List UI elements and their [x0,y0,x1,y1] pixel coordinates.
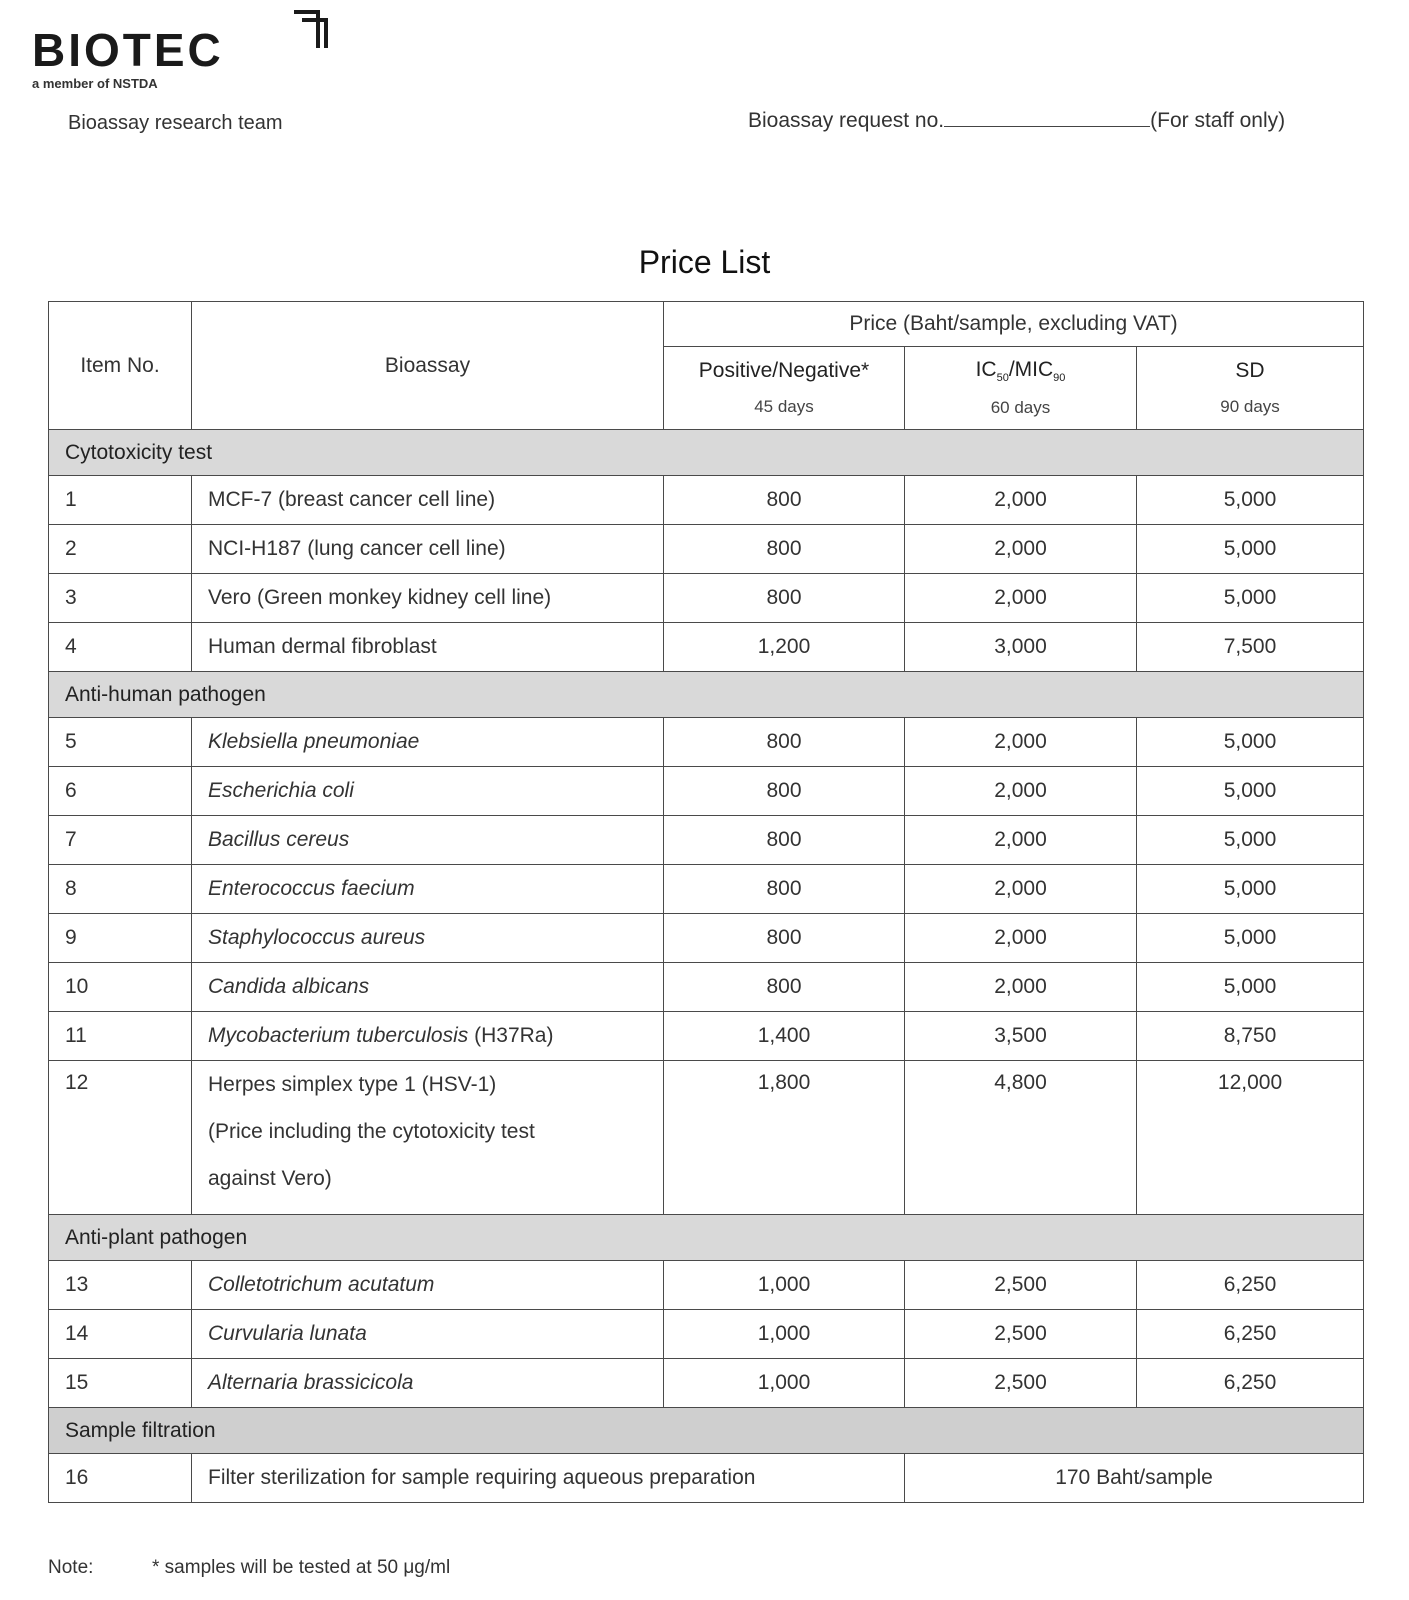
table-row [49,718,1364,767]
price-posneg: 1,000 [664,1359,905,1408]
price-sd: 5,000 [1137,914,1364,963]
item-number: 8 [49,865,192,914]
request-number-blank [944,108,1150,127]
header-row [49,302,1364,347]
price-ic50: 2,000 [905,816,1137,865]
bioassay-name [192,1454,905,1503]
price-ic50: 2,000 [905,525,1137,574]
price-sd: 8,750 [1137,1012,1364,1061]
price-posneg: 800 [664,963,905,1012]
bioassay-name [192,1261,664,1310]
price-posneg: 800 [664,574,905,623]
bioassay-name-text: Klebsiella pneumoniae [208,730,420,753]
price-ic50: 2,000 [905,963,1137,1012]
bioassay-name [192,865,664,914]
item-number: 10 [49,963,192,1012]
item-number: 2 [49,525,192,574]
price-sd: 7,500 [1137,623,1364,672]
posneg-days: 45 days [754,397,814,416]
bioassay-name [192,718,664,767]
price-sd: 5,000 [1137,865,1364,914]
price-sd: 5,000 [1137,963,1364,1012]
col-header-bioassay: Bioassay [192,302,664,430]
request-suffix: (For staff only) [1150,109,1286,132]
col-header-ic [905,347,1137,430]
price-sd: 6,250 [1137,1310,1364,1359]
section-title: Sample filtration [49,1408,1364,1454]
price-posneg: 1,000 [664,1310,905,1359]
ic-label [905,358,1136,384]
table-row [49,767,1364,816]
price-posneg: 800 [664,865,905,914]
price-ic50: 2,000 [905,476,1137,525]
bioassay-name [192,767,664,816]
logo-wordmark: BIOTEC [32,24,224,76]
item-number: 11 [49,1012,192,1061]
price-ic50: 4,800 [905,1061,1137,1215]
bioassay-name [192,623,664,672]
bioassay-name [192,963,664,1012]
price-sd: 5,000 [1137,525,1364,574]
bioassay-name-text: Colletotrichum acutatum [208,1273,435,1296]
bioassay-name-line: (Price including the cytotoxicity test [208,1120,535,1143]
ic-label-mid: /MIC [1008,357,1054,381]
bioassay-name [192,1310,664,1359]
table-row [49,1061,1364,1215]
request-number-line [748,108,1285,133]
bioassay-name-text: Enterococcus faecium [208,877,415,900]
price-sd: 5,000 [1137,718,1364,767]
bioassay-name-text: Candida albicans [208,975,370,998]
table-row [49,865,1364,914]
price-ic50: 3,000 [905,623,1137,672]
section-header-row [49,1215,1364,1261]
page-title: Price List [638,244,771,280]
price-ic50: 2,500 [905,1359,1137,1408]
note-label: Note: [48,1557,94,1578]
item-number: 7 [49,816,192,865]
section-header-row [49,1408,1364,1454]
price-sd: 12,000 [1137,1061,1364,1215]
price-sd: 5,000 [1137,767,1364,816]
price-posneg: 800 [664,816,905,865]
team-label: Bioassay research team [68,112,283,134]
price-ic50: 2,000 [905,914,1137,963]
price-posneg: 1,800 [664,1061,905,1215]
table-row [49,623,1364,672]
bioassay-name [192,476,664,525]
price-ic50: 2,000 [905,574,1137,623]
price-sd: 5,000 [1137,476,1364,525]
table-row [49,816,1364,865]
price-posneg: 800 [664,767,905,816]
footnote [48,1557,450,1579]
bioassay-name-italic: Mycobacterium tuberculosis [208,1024,469,1047]
price-flat: 170 Baht/sample [905,1454,1364,1503]
bioassay-name-text: MCF-7 (breast cancer cell line) [208,488,496,511]
bioassay-name-text: Vero (Green monkey kidney cell line) [208,586,552,609]
bioassay-name-text: Escherichia coli [208,779,354,802]
price-ic50: 2,500 [905,1310,1137,1359]
biotec-logo-mark [32,8,332,98]
price-posneg: 1,400 [664,1012,905,1061]
bioassay-name-text: Staphylococcus aureus [208,926,426,949]
price-ic50: 3,500 [905,1012,1137,1061]
bioassay-name [192,1359,664,1408]
price-posneg: 800 [664,718,905,767]
table-row [49,476,1364,525]
section-title: Cytotoxicity test [49,430,1364,476]
col-header-posneg [664,347,905,430]
bioassay-name-text: NCI-H187 (lung cancer cell line) [208,537,506,560]
bioassay-name [192,1012,664,1061]
item-number: 12 [49,1061,192,1215]
ic-label-sub1: 50 [996,372,1009,385]
item-number: 9 [49,914,192,963]
bioassay-name [192,1061,664,1215]
col-header-item: Item No. [49,302,192,430]
price-sd: 6,250 [1137,1359,1364,1408]
bioassay-name-text: Alternaria brassicicola [208,1371,414,1394]
table-row [49,1261,1364,1310]
price-sd: 6,250 [1137,1261,1364,1310]
price-posneg: 800 [664,525,905,574]
item-number: 4 [49,623,192,672]
price-sd: 5,000 [1137,574,1364,623]
ic-label-sub2: 90 [1053,372,1066,385]
item-number: 15 [49,1359,192,1408]
bioassay-name-text: Curvularia lunata [208,1322,367,1345]
sd-label: SD [1235,359,1265,382]
bioassay-name [192,914,664,963]
price-ic50: 2,500 [905,1261,1137,1310]
posneg-label: Positive/Negative* [698,359,870,382]
bioassay-name-text: Filter sterilization for sample requiring aqueous preparation [208,1466,756,1489]
price-ic50: 2,000 [905,865,1137,914]
price-ic50: 2,000 [905,718,1137,767]
section-header-row [49,430,1364,476]
item-number: 14 [49,1310,192,1359]
section-title: Anti-human pathogen [49,672,1364,718]
table-row [49,1012,1364,1061]
bioassay-name-line: against Vero) [208,1167,332,1190]
ic-label-main: IC [975,357,997,381]
table-row [49,1310,1364,1359]
bioassay-name-line: Herpes simplex type 1 (HSV-1) [208,1073,497,1096]
table-row [49,1454,1364,1503]
sd-days: 90 days [1220,397,1280,416]
item-number: 3 [49,574,192,623]
note-text: * samples will be tested at 50 μg/ml [152,1557,451,1578]
item-number: 16 [49,1454,192,1503]
biotec-logo [32,8,332,98]
ic-days: 60 days [990,398,1051,418]
section-header-row [49,672,1364,718]
col-header-sd [1137,347,1364,430]
item-number: 1 [49,476,192,525]
request-label: Bioassay request no. [748,109,945,132]
table-row [49,914,1364,963]
item-number: 6 [49,767,192,816]
logo-tagline: a member of NSTDA [32,76,158,91]
price-posneg: 800 [664,476,905,525]
price-ic50: 2,000 [905,767,1137,816]
item-number: 13 [49,1261,192,1310]
price-sd: 5,000 [1137,816,1364,865]
bioassay-name [192,816,664,865]
col-header-price: Price (Baht/sample, excluding VAT) [664,302,1364,347]
price-posneg: 800 [664,914,905,963]
table-row [49,574,1364,623]
table-row [49,525,1364,574]
price-posneg: 1,200 [664,623,905,672]
bioassay-name [192,525,664,574]
bioassay-name-text: Human dermal fibroblast [208,635,437,658]
bioassay-name [192,574,664,623]
item-number: 5 [49,718,192,767]
price-posneg: 1,000 [664,1261,905,1310]
bioassay-name-rest: (H37Ra) [468,1024,554,1047]
bioassay-name-text: Bacillus cereus [208,828,350,851]
section-title: Anti-plant pathogen [49,1215,1364,1261]
table-row [49,963,1364,1012]
table-row [49,1359,1364,1408]
price-table [48,301,1364,1503]
